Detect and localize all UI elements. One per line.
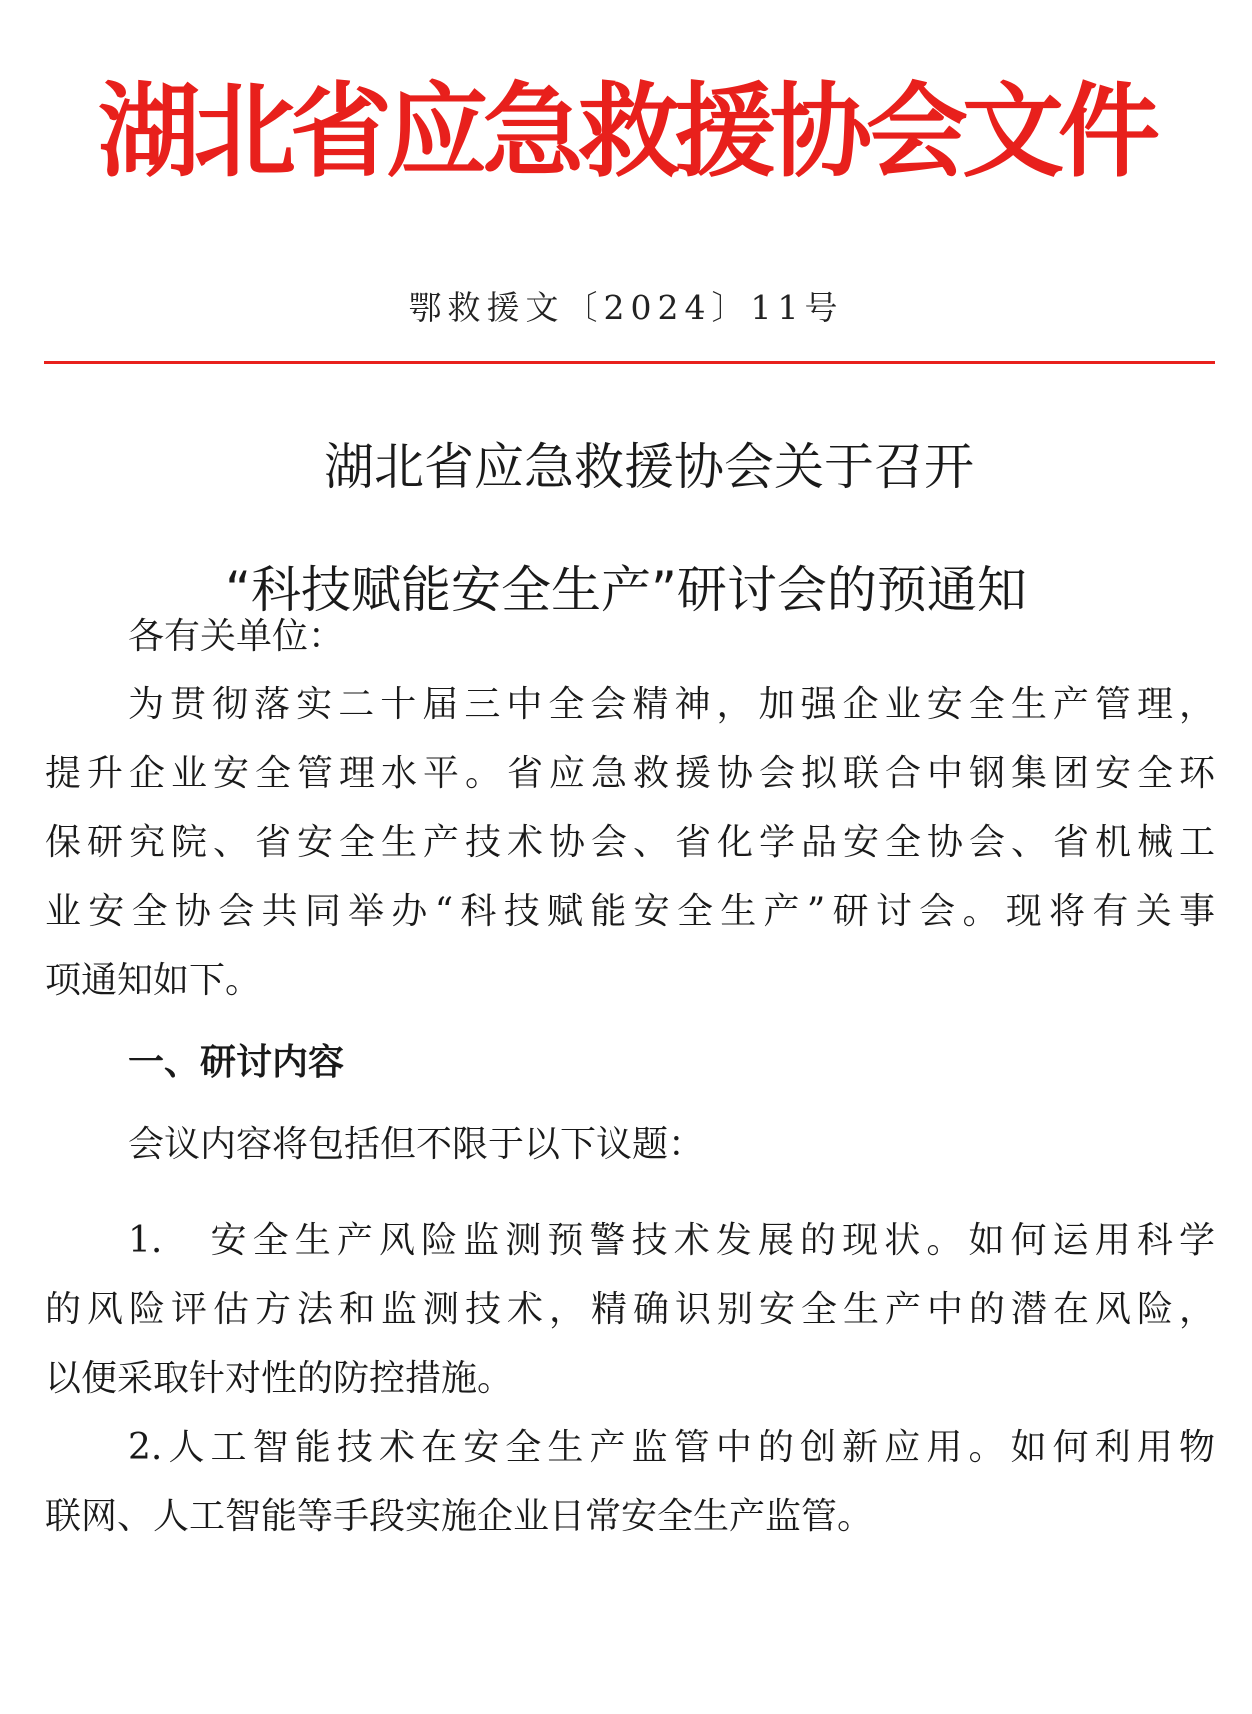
section-1-lead: 会议内容将包括但不限于以下议题： [128,1124,705,1165]
item-1-line-3: 以便采取针对性的防控措施。 [45,1358,514,1399]
notice-title-line-2: “科技赋能安全生产”研讨会的预通知 [225,561,1027,619]
intro-line-5: 项通知如下。 [45,960,262,1001]
intro-line-2: 提升企业安全管理水平。省应急救援协会拟联合中钢集团安全环 [45,753,1215,794]
intro-line-1: 为贯彻落实二十届三中全会精神，加强企业安全生产管理， [128,684,1215,725]
masthead-title: 湖北省应急救援协会文件 [98,72,1154,192]
intro-line-3: 保研究院、省安全生产技术协会、省化学品安全协会、省机械工 [45,822,1215,863]
item-2-line-2: 联网、人工智能等手段实施企业日常安全生产监管。 [45,1496,874,1537]
red-divider-rule [44,361,1215,364]
notice-title-line-1: 湖北省应急救援协会关于召开 [324,438,974,496]
item-1-line-1: 1. 安全生产风险监测预警技术发展的现状。如何运用科学 [128,1220,1215,1261]
salutation: 各有关单位： [128,616,345,657]
document-number: 鄂救援文〔2024〕11号 [408,288,844,327]
item-1-line-2: 的风险评估方法和监测技术，精确识别安全生产中的潜在风险， [45,1289,1215,1330]
item-2-line-1: 2.人工智能技术在安全生产监管中的创新应用。如何利用物 [128,1427,1215,1468]
section-1-heading: 一、研讨内容 [128,1042,345,1083]
intro-line-4: 业安全协会共同举办“科技赋能安全生产”研讨会。现将有关事 [45,891,1215,932]
